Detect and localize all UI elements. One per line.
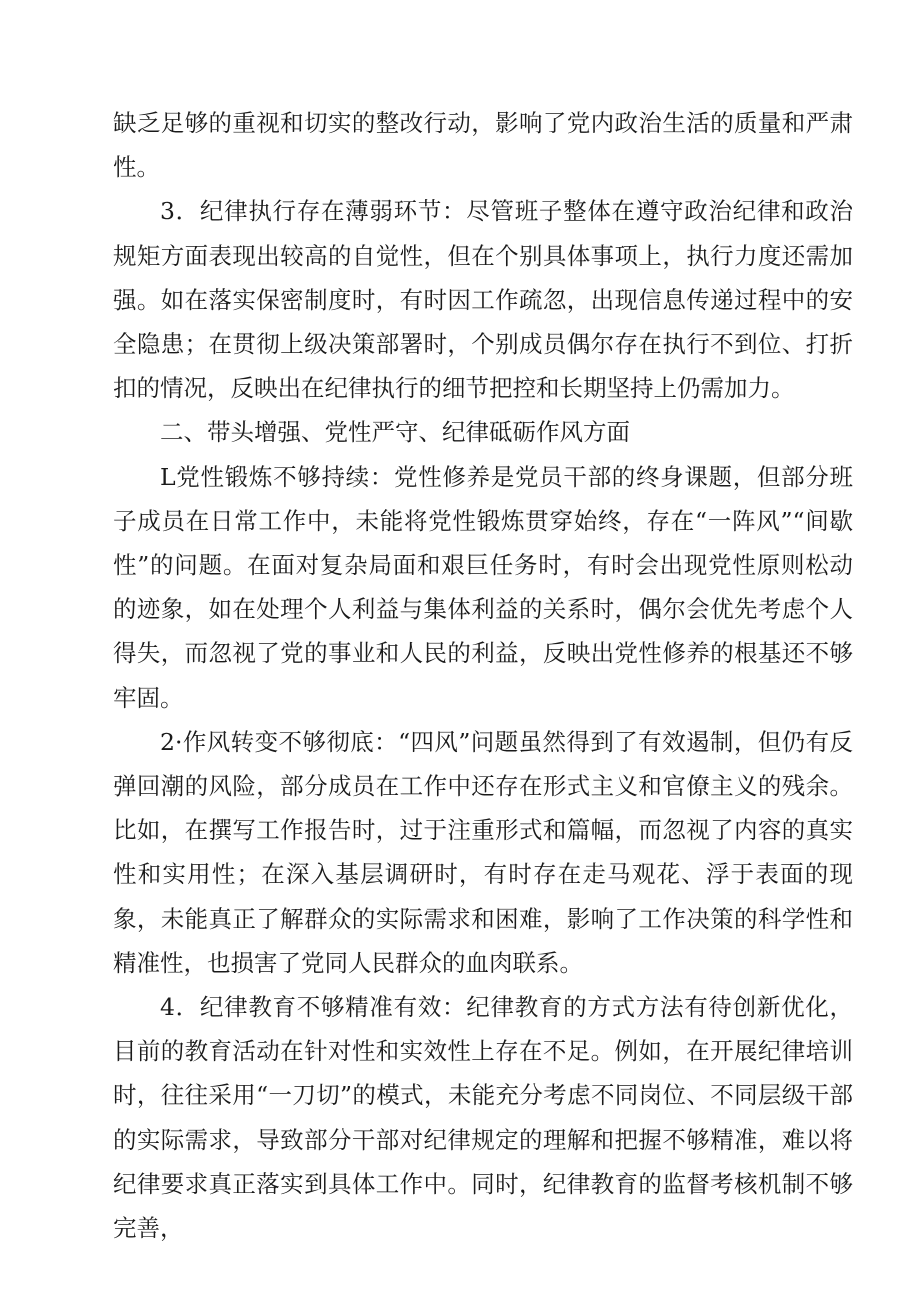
paragraph-discipline-execution: 3．纪律执行存在薄弱环节：尽管班子整体在遵守政治纪律和政治规矩方面表现出较高的自觉性，但在个别具体事项上，执行力度还需加强。如在落实保密制度时，有时因工作疏忽，出现信息传递过程中的安全隐患；在贯彻上级决策部署时，个别成员偶尔存在执行不到位、打折扣的情况，反映出在纪律执行的细节把控和长期坚持上仍需加力。	[113, 197, 853, 403]
section-heading-two: 二、带头增强、党性严守、纪律砥砺作风方面	[160, 418, 630, 447]
paragraph-continuation: 缺乏足够的重视和切实的整改行动，影响了党内政治生活的质量和严肃性。	[113, 109, 853, 182]
paragraph-work-style: 2·作风转变不够彻底：“四风”问题虽然得到了有效遏制，但仍有反弹回潮的风险，部分成员在工作中还存在形式主义和官僚主义的残余。比如，在撰写工作报告时，过于注重形式和篇幅，而忽视了内容的真实性和实用性；在深入基层调研时，有时存在走马观花、浮于表面的现象，未能真正了解群众的实际需求和困难，影响了工作决策的科学性和精准性，也损害了党同人民群众的血肉联系。	[113, 727, 853, 977]
paragraph-party-spirit: L党性锻炼不够持续：党性修养是党员干部的终身课题，但部分班子成员在日常工作中，未能将党性锻炼贯穿始终，存在“一阵风”“间歇性”的问题。在面对复杂局面和艰巨任务时，有时会出现党性原则松动的迹象，如在处理个人利益与集体利益的关系时，偶尔会优先考虑个人得失，而忽视了党的事业和人民的利益，反映出党性修养的根基还不够牢固。	[113, 462, 853, 712]
paragraph-discipline-education: 4．纪律教育不够精准有效：纪律教育的方式方法有待创新优化，目前的教育活动在针对性和实效性上存在不足。例如，在开展纪律培训时，往往采用“一刀切”的模式，未能充分考虑不同岗位、不同层级干部的实际需求，导致部分干部对纪律规定的理解和把握不够精准，难以将纪律要求真正落实到具体工作中。同时，纪律教育的监督考核机制不够完善，	[113, 993, 853, 1243]
document-body	[113, 101, 853, 1250]
